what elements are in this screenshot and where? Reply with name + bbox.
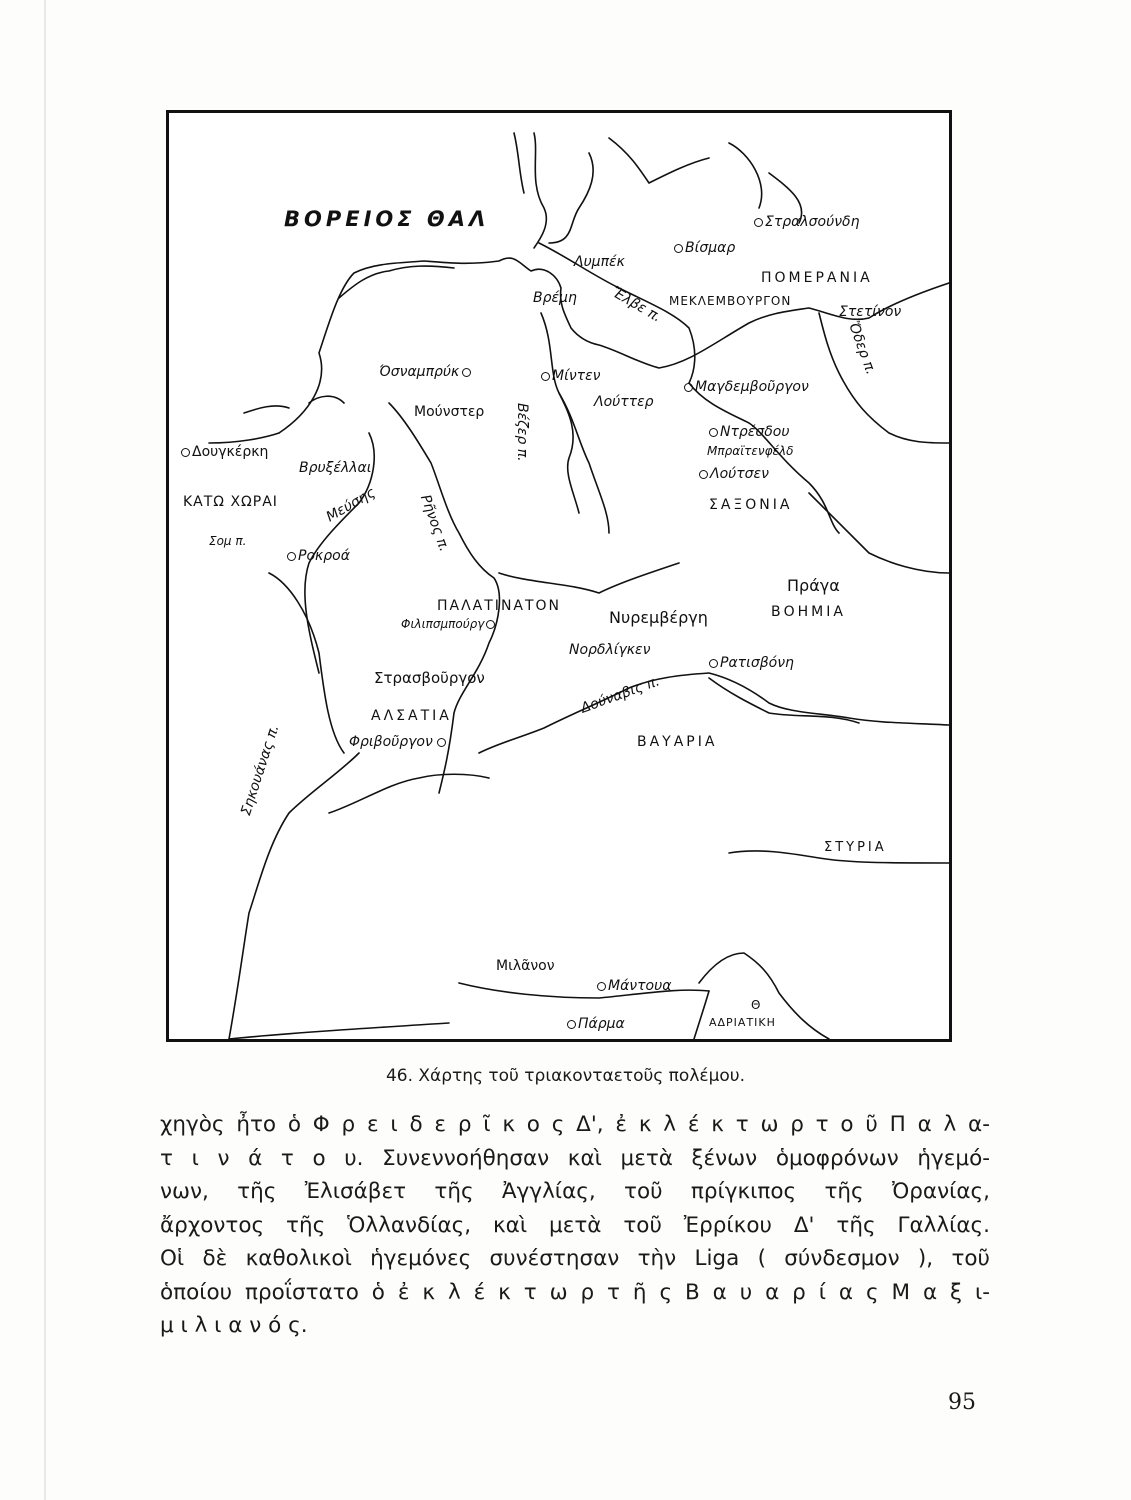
city-milan (496, 959, 555, 973)
river-elbe-label: Ἔλβε π. (608, 284, 665, 326)
city-strasbourg (374, 671, 485, 686)
north-sea-label: ΒΟΡΕΙΟΣ ΘΑΛ (284, 207, 490, 231)
city-lubeck (574, 255, 625, 269)
city-munster (414, 405, 484, 419)
region-mecklenburg: ΜΕΚΛΕΜΒΟΥΡΓΟΝ (669, 294, 792, 308)
city-mantua (597, 979, 671, 993)
adriatic-letter: Θ (751, 998, 761, 1012)
city-label: Λυμπέκ (574, 254, 625, 270)
region-saxony: ΣΑΞΟΝΙΑ (709, 497, 793, 513)
city-wismar (674, 241, 735, 255)
city-marker-icon (287, 552, 296, 561)
historical-map (166, 110, 952, 1042)
city-rocroi (287, 549, 350, 563)
po-river (459, 983, 709, 998)
city-marker-icon (684, 383, 693, 392)
city-label: Δουγκέρκη (192, 444, 269, 460)
border-empire-west (269, 573, 344, 753)
city-label: Μπραϊτενφέλδ (707, 444, 794, 458)
city-label: Νορδλίγκεν (569, 642, 651, 658)
text-line: ἄρχοντος τῆς Ὁλλανδίας, καὶ μετὰ τοῦ Ἐρρίκου Δ' τῆς Γαλλίας. (160, 1212, 990, 1238)
city-label: Μαγδεμβοῦργον (695, 379, 809, 395)
text-line: μ ι λ ι α ν ό ς. (160, 1313, 308, 1338)
page-number: 95 (948, 1390, 976, 1415)
river-rhine-label: Ρῆνος π. (416, 492, 453, 554)
city-lutzen (699, 467, 769, 481)
city-magdeburg (684, 380, 809, 394)
city-philippsburg (401, 618, 497, 630)
city-marker-icon (709, 428, 718, 437)
text-line: χηγὸς ἦτο ὁ Φ ρ ε ι δ ε ρ ῖ κ ο ς Δ', ἐ κ λ έ κ τ ω ρ τ ο ῦ Π α λ α- (160, 1112, 990, 1137)
city-dresden (709, 425, 789, 439)
city-prague (787, 578, 840, 594)
city-stettin (839, 305, 901, 319)
city-label: Μούνστερ (414, 404, 485, 420)
city-label: Φριβοῦργον (349, 734, 433, 750)
city-marker-icon (674, 244, 683, 253)
region-pomerania: ΠΟΜΕΡΑΝΙΑ (761, 270, 873, 286)
city-stralsund (754, 215, 859, 229)
river-weser-label: Βέζερ π. (514, 403, 530, 462)
city-label: Φιλιπσμπούργ (401, 617, 485, 631)
border-bohemia (809, 493, 949, 573)
city-label: Μίντεν (552, 368, 601, 384)
city-nordlingen (569, 643, 650, 657)
region-styria: ΣΤΥΡΙΑ (824, 840, 887, 855)
city-marker-icon (709, 659, 718, 668)
region-bavaria: ΒΑΥΑΡΙΑ (637, 734, 718, 750)
figure-caption: 46. Χάρτης τοῦ τριακονταετοῦς πολέμου. (385, 1066, 746, 1086)
city-marker-icon (486, 620, 495, 629)
city-brussels (299, 461, 372, 475)
city-label: Μιλᾶνον (496, 958, 555, 974)
city-dunkirk (181, 445, 268, 459)
city-marker-icon (437, 738, 446, 747)
body-paragraph (160, 1108, 990, 1343)
text-line: τ ι ν ά τ ο υ. Συνεννοήθησαν καὶ μετὰ ξένων ὁμοφρόνων ἡγεμό- (160, 1145, 990, 1171)
city-regensburg (709, 656, 794, 670)
city-label: Στετίνον (839, 304, 902, 320)
city-lutter (594, 395, 654, 409)
city-label: Ντρέσδου (720, 424, 790, 440)
city-marker-icon (597, 982, 606, 991)
city-minden (541, 369, 600, 383)
city-label: Στραλσούνδη (765, 214, 860, 230)
river-meuse-label: Μεύσης (323, 484, 379, 526)
city-parma (567, 1017, 625, 1031)
region-bohemia: ΒΟΗΜΙΑ (771, 604, 846, 620)
jutland (514, 133, 546, 248)
city-label: Ροκροά (298, 548, 350, 564)
river-oder-label: Ὄδερ π. (844, 319, 879, 377)
river-saone-label: Σηκουάνας π. (238, 722, 283, 818)
city-label: Νυρεμβέργη (609, 608, 708, 627)
region-alsace: ΑΛΣΑΤΙΑ (371, 708, 452, 724)
city-label: Στρασβοῦργον (374, 669, 485, 687)
city-marker-icon (567, 1020, 576, 1029)
text-line: νων, τῆς Ἐλισάβετ τῆς Ἀγγλίας, τοῦ πρίγκιπος τῆς Ὀρανίας, (160, 1179, 990, 1204)
border-palatinate (499, 563, 679, 593)
city-label: Πάρμα (578, 1016, 625, 1032)
city-freiburg (349, 735, 448, 749)
coast-frisia (339, 266, 454, 298)
text-line: Οἱ δὲ καθολικοὶ ἡγεμόνες συνέστησαν τὴν Liga ( σύνδεσμον ), τοῦ (160, 1246, 990, 1271)
river-danube-label: Δούναβις π. (578, 673, 662, 717)
city-marker-icon (754, 218, 763, 227)
low-countries-coast (209, 396, 344, 443)
city-label: Ρατισβόνη (720, 655, 794, 671)
border-swiss (329, 774, 489, 813)
city-marker-icon (699, 470, 708, 479)
city-marker-icon (462, 368, 471, 377)
city-label: Μάντουα (608, 978, 672, 994)
region-palatinate: ΠΑΛΑΤΙΝΑΤΟΝ (437, 598, 562, 614)
region-low-countries: ΚΑΤΩ ΧΩΡΑΙ (183, 494, 278, 510)
city-nuremberg (609, 610, 708, 626)
city-label: Βίσμαρ (685, 240, 736, 256)
city-label: Όσναμπρύκ (379, 364, 460, 380)
text-line: ὁποίου προΐστατο ὁ ἐ κ λ έ κ τ ω ρ τ ῆ ς Β α υ α ρ ί α ς Μ α ξ ι- (160, 1279, 990, 1305)
page-gutter (44, 0, 46, 1500)
city-label: Λούτσεν (710, 466, 769, 482)
city-marker-icon (541, 372, 550, 381)
river-oder (819, 313, 949, 443)
city-osnabruck (379, 365, 473, 379)
city-label: Λούττερ (594, 394, 654, 410)
city-marker-icon (181, 448, 190, 457)
city-bremen (533, 291, 577, 305)
region-adriatic: ΑΔΡΙΑΤΙΚΗ (709, 1016, 776, 1029)
city-breitenfeld (707, 445, 793, 457)
city-label: Βρυξέλλαι (299, 460, 372, 476)
city-label: Βρέμη (533, 290, 577, 306)
border-south (229, 1023, 449, 1039)
river-somme-label: Σομ π. (209, 534, 247, 548)
city-label: Πράγα (787, 576, 840, 595)
